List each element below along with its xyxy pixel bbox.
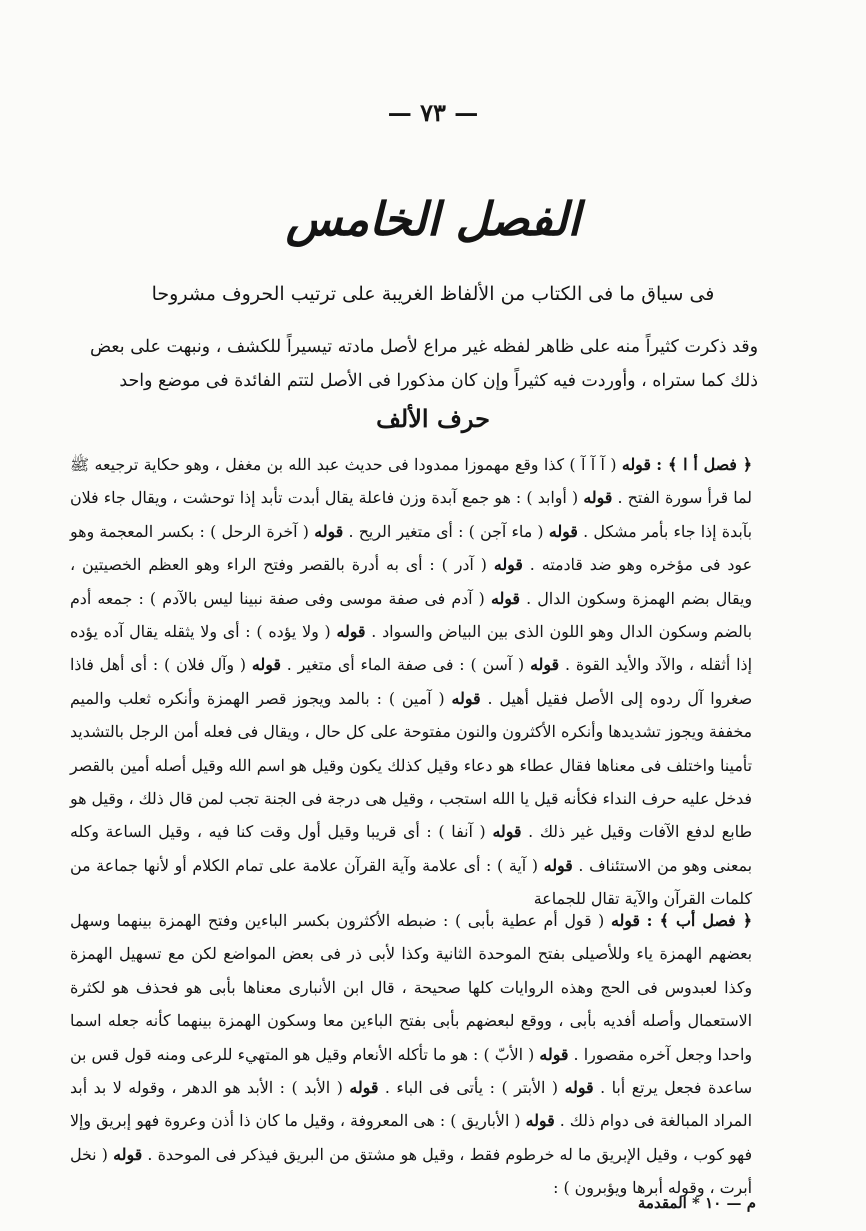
entry-keyword: قوله xyxy=(349,1078,379,1098)
entry-keyword: قوله xyxy=(525,1111,555,1131)
entry-keyword: قوله xyxy=(610,911,640,930)
entries xyxy=(70,455,752,908)
entry-keyword: قوله xyxy=(336,622,366,642)
entry-text: ( آخرة الرحل ) : بكسر المعجمة وهو عود فى مؤخره وهو ضد قادمته . xyxy=(70,521,753,575)
entry-keyword: قوله xyxy=(621,455,651,474)
entry-text: ( الأباريق ) : هى المعروفة ، وقيل ما كان ذا أذن وعروة فهو إبريق وإلا فهو كوب ، وقيل الإبريق ما له خرطوم فقط ، وقيل هو مشتق من البريق فيذكر فى الموحدة . xyxy=(70,1111,752,1164)
section-label: ﴿ فصل أ ا ﴾ : xyxy=(656,455,752,474)
entry-text: ( آدم فى صفة موسى وفى صفة نبينا ليس بالآدم ) : جمعه أدم بالضم وسكون الدال وهو اللون الذى بين البياض والسواد . xyxy=(70,588,752,642)
entry-keyword: قوله xyxy=(539,1044,569,1064)
entry-text: ( وآل فلان ) : أى أهل فاذا صغروا آل ردوه إلى الأصل فقيل أهيل . xyxy=(70,655,752,708)
entry-keyword: قوله xyxy=(314,521,344,541)
entry-text: ( ولا يؤده ) : أى ولا يثقله يقال آده يؤده إذا أثقله ، والآد والأيد القوة . xyxy=(70,622,752,675)
entry-keyword: قوله xyxy=(530,655,560,675)
entry-keyword: قوله xyxy=(492,822,522,842)
entry-keyword: قوله xyxy=(543,855,573,875)
section-label: ﴿ فصل أب ﴾ : xyxy=(646,911,752,930)
entry-text: ( آنفا ) : أى قريبا وقيل أول وقت كنا فيه ، وقيل الساعة وكله بمعنى وهو من الاستئناف . xyxy=(70,822,753,875)
entry-text: ( قول أم عطية بأبى ) : ضبطه الأكثرون بكسر الباءين وفتح الهمزة بينهما وسهل بعضهم الهمزة ياء وللأصيلى بفتح الموحدة الثانية وكذا لأبى ذر فى بعض المواضع لكن مع تسهيل الهمزة وكذا لعبدوس فى الحج وهذه الروايات كلها صحيحة ، قال ابن الأنبارى معناها بأبى هو فحذف هو لكثرة الاستعمال وأصله أفديه بأبى ، ووقع لبعضهم بأبى بفتح الباءين معا وسكون الهمزة بينهما كأنه جعله اسما واحدا وجعل آخره مقصورا . xyxy=(70,911,752,1064)
entry-keyword: قوله xyxy=(251,655,281,675)
entries xyxy=(70,911,752,1197)
entry-text: ( الأبد ) : الأبد هو الدهر ، وقوله لا بد أبد المراد المبالغة فى دوام ذلك . xyxy=(70,1078,752,1131)
entry-keyword: قوله xyxy=(583,488,613,508)
entry-keyword: قوله xyxy=(490,588,520,608)
entry-keyword: قوله xyxy=(493,555,523,575)
intro-paragraph: وقد ذكرت كثيراً منه على ظاهر لفظه غير مراع لأصل مادته تيسيراً للكشف ، ونبهت على بعض ذلك كما ستراه ، وأوردت فيه كثيراً وإن كان مذكورا فى الأصل لتتم الفائدة فى موضع واحد xyxy=(90,337,758,391)
page-number: — ٧٣ — xyxy=(387,98,479,127)
entry-text: ( آية ) : أى علامة وآية القرآن علامة على تمام الكلام أو لأنها جماعة من كلمات القرآن والآية تقال للجماعة xyxy=(70,855,752,909)
entry-text: ( ماء آجن ) : أى متغير الريح . xyxy=(348,521,544,541)
chapter-subtitle: فى سياق ما فى الكتاب من الألفاظ الغريبة على ترتيب الحروف مشروحا xyxy=(151,283,715,305)
footer-signature: م — ١٠ * المقدمة xyxy=(637,1194,756,1212)
section-alif-alif xyxy=(70,448,752,916)
section-alif-ba xyxy=(70,904,752,1205)
entry-keyword: قوله xyxy=(451,688,481,708)
entry-text: ( آدر ) : أى به أدرة بالقصر وفتح الراء وهو العظم الخصيتين ، ويقال بضم الهمزة وسكون الدال . xyxy=(70,555,753,608)
letter-heading: حرف الألف xyxy=(376,404,490,433)
entry-text: ( نخل أبرت ، وقوله أبرها ويؤبرون ) : xyxy=(70,1144,752,1198)
entry-text: ( أوابد ) : هو جمع آبدة وزن فاعلة يقال أبدت تأبد إذا توحشت ، ويقال جاء فلان بآبدة إذا جاء بأمر مشكل . xyxy=(70,488,752,541)
entry-keyword: قوله xyxy=(564,1078,594,1098)
entry-text: ( الأبتر ) : يأتى فى الباء . xyxy=(384,1078,559,1098)
entry-keyword: قوله xyxy=(548,521,578,541)
entry-text: ( آمين ) : بالمد ويجوز قصر الهمزة وأنكره ثعلب والميم مخففة ويجوز تشديدها وأنكره الأكثرون والنون مفتوحة على كل حال ، ويقال فى فعله أمن الرجل بالتشديد تأمينا واختلف فى معناها فقال عطاء هو دعاء وقيل كذلك يكون وقيل هو اسم الله وقيل أصله أمين بالقصر فدخل عليه حرف النداء فكأنه قيل يا الله استجب ، وقيل هى درجة فى الجنة تجب لمن قال ذلك ، وقيل هو طابع لدفع الآفات وقيل غير ذلك . xyxy=(70,688,752,842)
entry-text: ( آ آ آ ) كذا وقع مهموزا ممدودا فى حديث عبد الله بن مغفل ، وهو حكاية ترجيعه ﷺ لما قرأ سورة الفتح . xyxy=(70,455,752,508)
entry-text: ( الأبّ ) : هو ما تأكله الأنعام وقيل هو المتهيء للرعى ومنه قول قس بن ساعدة فجعل يرتع أبا . xyxy=(70,1044,752,1098)
entry-keyword: قوله xyxy=(113,1144,143,1164)
entry-text: ( آسن ) : فى صفة الماء أى متغير . xyxy=(286,655,525,675)
chapter-title: الفصل الخامس xyxy=(285,192,581,246)
